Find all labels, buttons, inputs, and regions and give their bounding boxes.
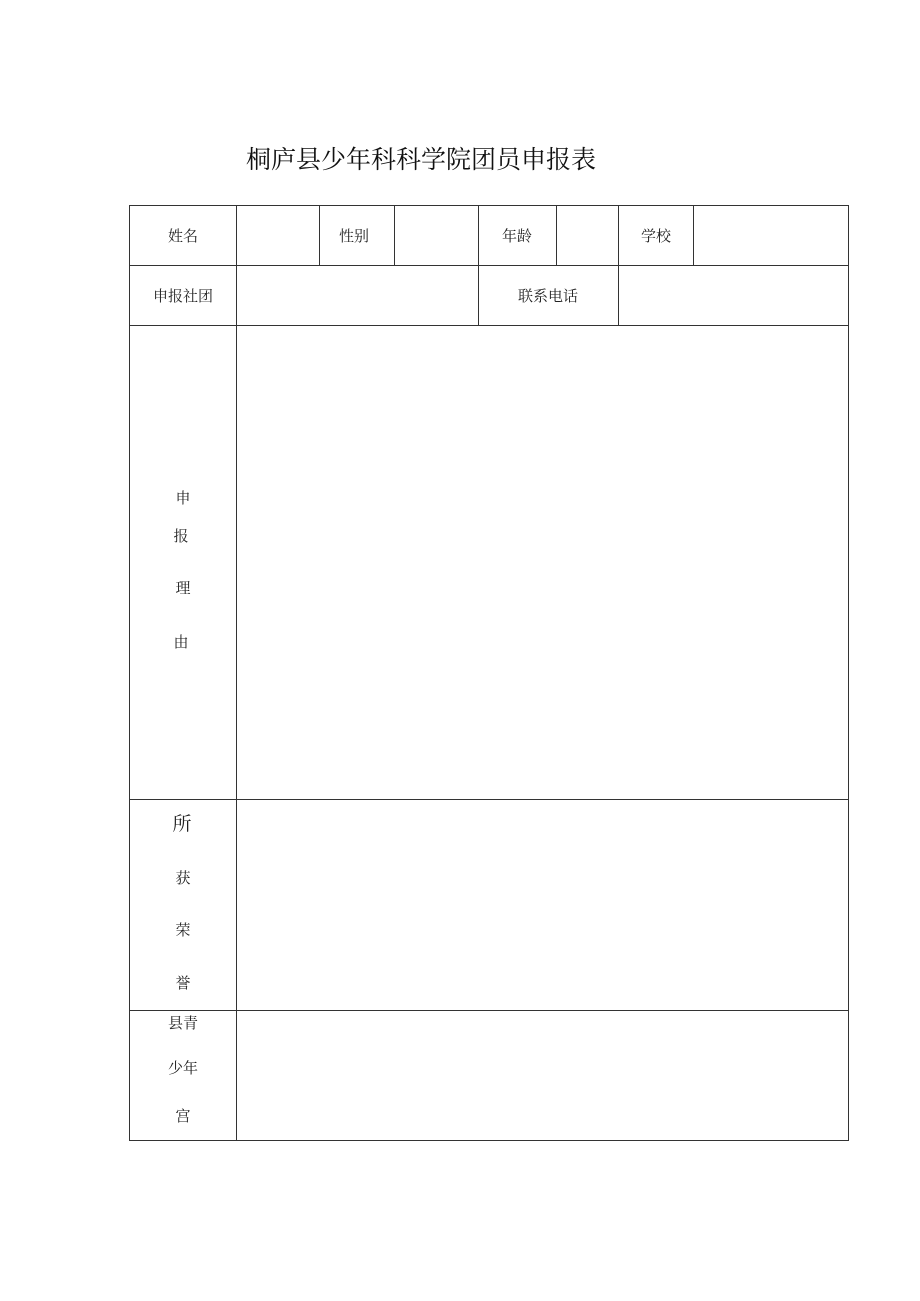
label-column-divider	[236, 205, 237, 1141]
gender-field[interactable]	[397, 208, 475, 263]
youth-palace-label-line-1: 县青	[167, 1014, 199, 1032]
school-label: 学校	[640, 227, 672, 245]
youth-palace-label-line-3: 宫	[175, 1107, 191, 1125]
club-field[interactable]	[240, 268, 475, 323]
reason-field[interactable]	[240, 328, 845, 796]
table-border-left	[129, 205, 130, 1141]
row-divider-1	[129, 265, 849, 266]
reason-label-char-1: 申	[175, 489, 191, 507]
phone-field[interactable]	[621, 268, 845, 323]
age-label: 年龄	[501, 227, 533, 245]
row1-divider-c	[478, 205, 479, 325]
table-border-right	[848, 205, 849, 1141]
school-field[interactable]	[696, 208, 845, 263]
row-divider-3	[129, 799, 849, 800]
honors-label-char-1: 所	[172, 813, 192, 835]
row1-divider-f	[693, 205, 694, 265]
row1-divider-e	[618, 205, 619, 325]
youth-palace-label-line-2: 少年	[167, 1059, 199, 1077]
row1-divider-b	[394, 205, 395, 265]
table-border-bottom	[129, 1140, 849, 1141]
honors-label-char-3: 荣	[175, 921, 191, 939]
honors-label-char-4: 誉	[175, 974, 191, 992]
phone-label: 联系电话	[517, 287, 579, 305]
honors-field[interactable]	[240, 802, 845, 1007]
row-divider-4	[129, 1010, 849, 1011]
reason-label-char-2: 报	[173, 527, 189, 545]
row1-divider-d	[556, 205, 557, 265]
youth-palace-field[interactable]	[240, 1013, 845, 1137]
age-field[interactable]	[559, 208, 615, 263]
row-divider-2	[129, 325, 849, 326]
gender-label: 性别	[338, 227, 370, 245]
name-field[interactable]	[240, 208, 316, 263]
honors-label-char-2: 获	[175, 869, 191, 887]
table-border-top	[129, 205, 849, 206]
name-label: 姓名	[167, 227, 199, 245]
row1-divider-a	[319, 205, 320, 265]
club-label: 申报社团	[152, 287, 214, 305]
form-title: 桐庐县少年科科学院团员申报表	[246, 145, 597, 174]
reason-label-char-3: 理	[175, 579, 191, 597]
reason-label-char-4: 由	[173, 633, 189, 651]
